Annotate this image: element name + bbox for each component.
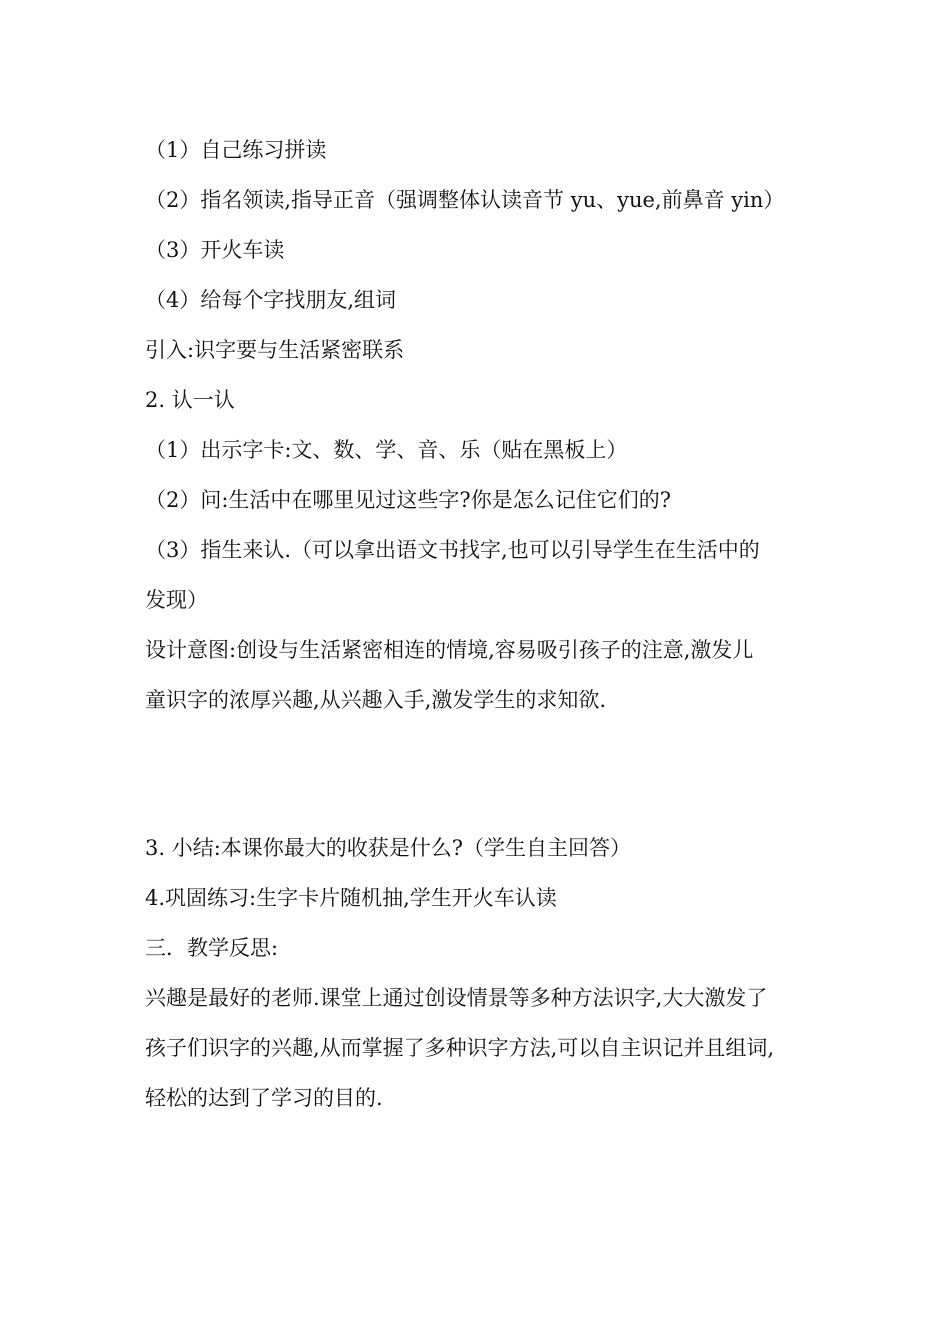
step-lead-reading: （2）指名领读,指导正音（强调整体认读音节 yu、yue,前鼻音 yin） xyxy=(145,188,785,212)
reflection-line-1: 兴趣是最好的老师.课堂上通过创设情景等多种方法识字,大大激发了 xyxy=(145,986,768,1010)
summary-line: 3. 小结:本课你最大的收获是什么?（学生自主回答） xyxy=(145,836,632,860)
step-ask-question: （2）问:生活中在哪里见过这些字?你是怎么记住它们的? xyxy=(145,488,671,512)
reflection-line-3: 轻松的达到了学习的目的. xyxy=(145,1086,383,1110)
step-train-reading: （3）开火车读 xyxy=(145,238,285,262)
reflection-line-2: 孩子们识字的兴趣,从而掌握了多种识字方法,可以自主识记并且组词, xyxy=(145,1036,775,1060)
step-word-building: （4）给每个字找朋友,组词 xyxy=(145,288,397,312)
design-intent-line-1: 设计意图:创设与生活紧密相连的情境,容易吸引孩子的注意,激发儿 xyxy=(145,638,754,662)
step-practice-pinyin: （1）自己练习拼读 xyxy=(145,138,327,162)
intro-line: 引入:识字要与生活紧密联系 xyxy=(145,338,405,362)
step-student-recognize: （3）指生来认.（可以拿出语文书找字,也可以引导学生在生活中的 xyxy=(145,538,760,562)
practice-line: 4.巩固练习:生字卡片随机抽,学生开火车认读 xyxy=(145,886,557,910)
step-student-recognize-cont: 发现） xyxy=(145,588,208,612)
design-intent-line-2: 童识字的浓厚兴趣,从兴趣入手,激发学生的求知欲. xyxy=(145,688,607,712)
step-show-cards: （1）出示字卡:文、数、学、音、乐（贴在黑板上） xyxy=(145,438,628,462)
section-heading-recognize: 2. 认一认 xyxy=(145,388,235,412)
section-heading-reflection: 三．教学反思: xyxy=(145,936,279,960)
